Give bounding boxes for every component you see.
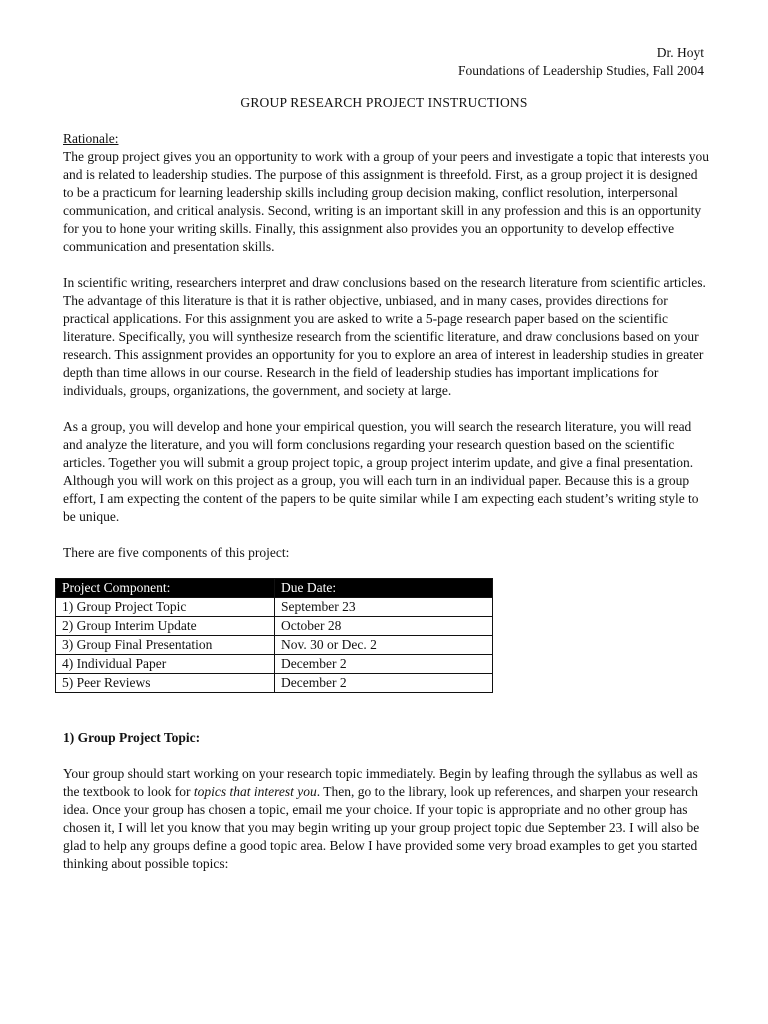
rationale-paragraph-3: As a group, you will develop and hone your empirical question, you will search the research literature, you will read and analyze the literature, and you will form conclusions regarding your research question based on the scientific articles. Together you will submit a group project topic, a group project interim update, and give a final presentation. Although you will work on this project as a group, you will each turn in an individual paper. Because this is a group effort, I am expecting the content of the papers to be quite similar while I am expecting each student’s writing style to be unique. <box>63 419 699 524</box>
document-title: GROUP RESEARCH PROJECT INSTRUCTIONS <box>240 95 528 110</box>
component-cell: 5) Peer Reviews <box>56 674 275 693</box>
section1-emphasis: topics that interest you <box>193 784 317 799</box>
table-row <box>56 617 493 636</box>
table-row <box>56 636 493 655</box>
due-date-cell: October 28 <box>275 617 493 636</box>
course-name: Foundations of Leadership Studies, Fall 2004 <box>458 63 704 78</box>
rationale-paragraph-2: In scientific writing, researchers interpret and draw conclusions based on the research literature from scientific articles. The advantage of this literature is that it is rather objective, unbiased, and in many cases, provides directions for practical applications. For this assignment you are asked to write a 5-page research paper based on the scientific literature. Specifically, you will synthesize research from the scientific literature, and draw conclusions based on your research. This assignment provides an opportunity for you to explore an area of interest in leadership studies in greater depth than time allows in our course. Research in the field of leadership studies has important implications for individuals, groups, organizations, the government, and society at large. <box>63 275 706 398</box>
component-cell: 1) Group Project Topic <box>56 598 275 617</box>
due-date-cell: September 23 <box>275 598 493 617</box>
component-cell: 3) Group Final Presentation <box>56 636 275 655</box>
author-name: Dr. Hoyt <box>656 45 704 60</box>
rationale-heading: Rationale: <box>63 131 119 146</box>
due-date-cell: December 2 <box>275 655 493 674</box>
component-cell: 2) Group Interim Update <box>56 617 275 636</box>
rationale-paragraph-1: The group project gives you an opportunity to work with a group of your peers and investigate a topic that interests you and is related to leadership studies. The purpose of this assignment is threefold. First, as a group project it is designed to be a practicum for learning leadership skills including group decision making, conflict resolution, interpersonal communication, and critical analysis. Second, writing is an important skill in any profession and this is an opportunity for you to hone your writing skills. Finally, this assignment also provides you an opportunity to develop effective communication and presentation skills. <box>63 149 709 254</box>
section1-text-start: Your group should start working on your research topic immediately. Begin by leafing through the syllabus as well as the textbook to look for <box>63 766 698 799</box>
table-row <box>56 655 493 674</box>
table-header-row <box>56 579 493 598</box>
component-cell: 4) Individual Paper <box>56 655 275 674</box>
table-row <box>56 674 493 693</box>
due-date-cell: December 2 <box>275 674 493 693</box>
document-body <box>63 130 711 873</box>
header-component: Project Component: <box>56 579 275 598</box>
header-due-date: Due Date: <box>275 579 493 598</box>
due-date-cell: Nov. 30 or Dec. 2 <box>275 636 493 655</box>
section1-paragraph <box>63 765 711 873</box>
section1-text-end: . Then, go to the library, look up references, and sharpen your research idea. Once your group has chosen a topic, email me your choice. If your topic is appropriate and no other group has chosen it, I will let you know that you may begin writing up your group project topic due September 23. I will also be glad to help any groups define a good topic area. Below I have provided some very broad examples to get you started thinking about possible topics: <box>63 784 700 871</box>
section1-heading: 1) Group Project Topic: <box>63 730 201 745</box>
components-table <box>55 578 493 693</box>
header-block <box>458 44 704 80</box>
components-intro: There are five components of this project: <box>63 545 290 560</box>
table-row <box>56 598 493 617</box>
